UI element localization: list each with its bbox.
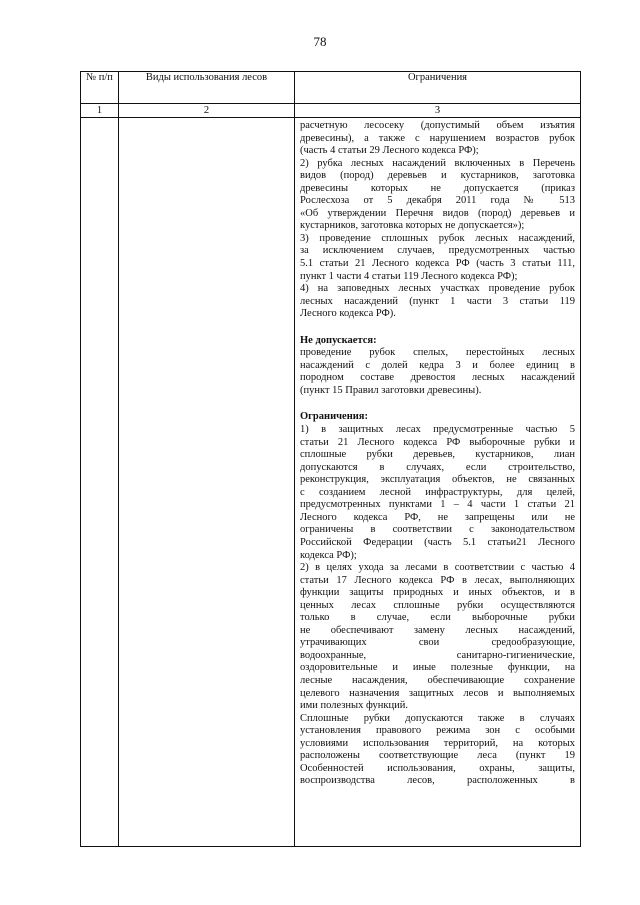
text-line: только в случае, если выборочные рубки [300,612,575,624]
column-number-row [81,104,581,118]
paragraph [300,233,575,283]
text-line: допускаются в случаях, если строительство, [300,461,575,473]
header-restrictions: Ограничения [295,72,581,104]
text-line: древесины которых не допускается (приказ [300,182,575,194]
text-line: кодекса РФ); [300,549,357,561]
page-number: 78 [313,34,327,49]
text-line: Лесного кодекса РФ). [300,308,396,320]
text-line: проведение рубок спелых, перестойных лесных [300,347,575,359]
text-line: ими полезных функций. [300,700,408,712]
text-line: ограничены в соответствии с законодательством [300,524,575,536]
text-line: Особенностей использования, охраны, защиты, [300,762,575,774]
text-line: 1) в защитных лесах предусмотренные частью 5 [300,424,575,436]
text-line: 2) в целях ухода за лесами в соответствии с частью 4 [300,562,575,574]
heading-not-allowed: Не допускается: [300,334,377,346]
text-line: целевого назначения защитных лесов и выполняемых [300,687,575,699]
text-line: статьи 21 Лесного кодекса РФ выборочные рубки и [300,436,575,448]
text-line: Российской Федерации (часть 5.1 статьи21 Лесного [300,536,575,548]
text-line: видов (пород) деревьев и кустарников, заготовка [300,170,575,182]
text-line: 5.1 статьи 21 Лесного кодекса РФ (часть 3 статьи 111, [300,258,575,270]
text-line: предусмотренных пунктами 1 – 4 части 1 статьи 21 [300,499,575,511]
text-line: древесины), а также с нарушением возрастов рубок [300,132,575,144]
paragraph [300,562,575,713]
text-line: пункт 1 части 4 статьи 119 Лесного кодекса РФ); [300,270,518,282]
text-line: кустарников, заготовка которых не допускается»); [300,220,525,232]
text-line: утрачивающих свои средообразующие, [300,637,575,649]
text-line: породном составе древостоя лесных насаждений [300,372,575,384]
column-number-2: 2 [119,104,295,118]
text-line: оздоровительные и иные полезные функции, на [300,662,575,674]
column-number-1: 1 [81,104,119,118]
text-line: 3) проведение сплошных рубок лесных насаждений, [300,232,575,244]
restrictions-text [295,118,580,788]
text-line: (пункт 15 Правил заготовки древесины). [300,384,482,396]
text-line: с созданием лесной инфраструктуры, для целей, [300,486,575,498]
paragraph [300,713,575,788]
text-line: Рослесхоза от 5 декабря 2011 года № 513 [300,195,575,207]
text-line: реконструкция, эксплуатация объектов, не связанных [300,474,575,486]
cell-forest-use [119,118,295,847]
paragraph [300,158,575,233]
text-line: ценных лесах сплошные рубки осуществляются [300,599,575,611]
paragraph [300,424,575,562]
text-line: за исключением случаев, предусмотренных частью [300,245,575,257]
text-line: 4) на заповедных лесных участках проведение рубок [300,283,575,295]
cell-restrictions [295,118,581,847]
text-line: Лесного кодекса РФ, не запрещены или не [300,511,575,523]
text-line: насаждений с долей кедра 3 и более единиц в [300,359,575,371]
restrictions-table [80,71,581,847]
column-number-3: 3 [295,104,581,118]
text-line: условиями использования территорий, на которых [300,737,575,749]
text-line: лесные насаждения, обеспечивающие сохранение [300,674,575,686]
text-line: расположены соответствующие леса (пункт 19 [300,750,575,762]
text-line: водоохранные, санитарно-гигиенические, [300,649,575,661]
text-line: статьи 17 Лесного кодекса РФ в лесах, выполняющих [300,574,575,586]
text-line: Сплошные рубки допускаются также в случаях [300,712,575,724]
text-line: сплошные рубки деревьев, кустарников, лиан [300,449,575,461]
text-line: лесных насаждений (пункт 1 части 3 статьи 119 [300,295,575,307]
header-forest-use: Виды использования лесов [119,72,295,104]
text-line: 2) рубка лесных насаждений включенных в Перечень [300,157,575,169]
paragraph [300,347,575,397]
cell-number [81,118,119,847]
table-header-row [81,72,581,104]
text-line: установления правового режима зон с особыми [300,725,575,737]
text-line: расчетную лесосеку (допустимый объем изъятия [300,120,575,131]
table-body-row [81,118,581,847]
text-line: «Об утверждении Перечня видов (пород) деревьев и [300,207,575,219]
heading-restrictions: Ограничения: [300,411,368,423]
text-line: воспроизводства лесов, расположенных в [300,775,575,787]
text-line: (часть 4 статьи 29 Лесного кодекса РФ); [300,145,479,157]
text-line: функции защиты природных и иных объектов, и в [300,587,575,599]
header-number: № п/п [81,72,119,104]
paragraph [300,120,575,158]
paragraph [300,283,575,321]
text-line: не обеспечивают замену лесных насаждений, [300,624,575,636]
